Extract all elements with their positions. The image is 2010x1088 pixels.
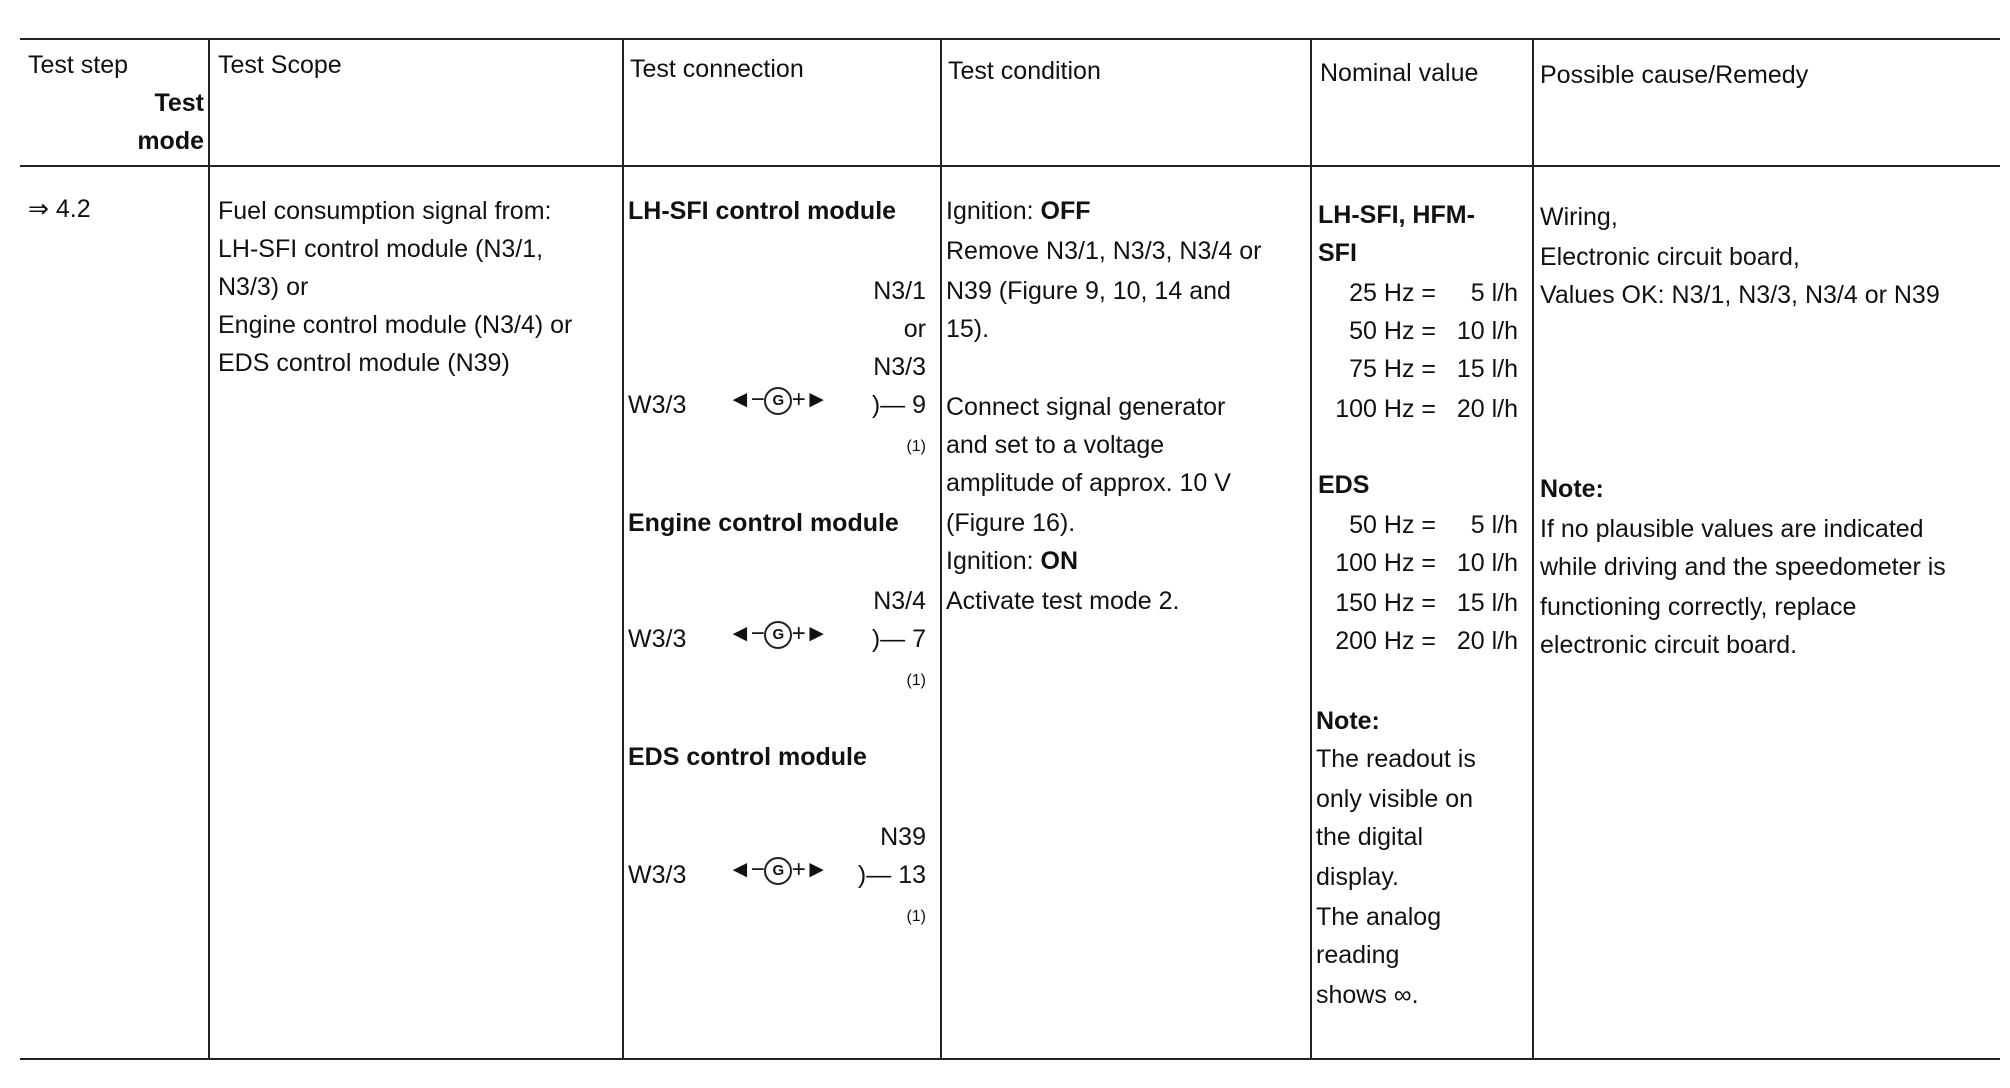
nominal-row: 50 Hz = 10 l/h [1349, 317, 1518, 345]
condition-line: Connect signal generator [946, 393, 1226, 421]
connection-eng-note: (1) [906, 672, 926, 689]
remedy-line: Wiring, [1540, 203, 1618, 231]
header-test: Test [154, 89, 204, 117]
test-step-value: ⇒ 4.2 [28, 195, 91, 223]
scope-line: EDS control module (N39) [218, 349, 510, 377]
nominal-row: 100 Hz = 20 l/h [1335, 395, 1518, 423]
condition-line: N39 (Figure 9, 10, 14 and [946, 277, 1231, 305]
header-test-scope: Test Scope [218, 51, 342, 79]
remedy-note-title: Note: [1540, 475, 1604, 503]
connection-lh-w: W3/3 [628, 391, 687, 419]
nominal-row: 75 Hz = 15 l/h [1349, 355, 1518, 383]
connection-eds-note: (1) [906, 908, 926, 925]
header-mode: mode [137, 127, 204, 155]
nominal-note-line: shows ∞. [1316, 981, 1419, 1009]
connection-eds-title: EDS control module [628, 743, 867, 771]
connection-eds-term: )— 13 [857, 861, 926, 889]
remedy-note-line: while driving and the speedometer is [1540, 553, 1946, 581]
header-test-connection: Test connection [630, 55, 804, 83]
column-divider [622, 38, 624, 1060]
remedy-note-line: If no plausible values are indicated [1540, 515, 1924, 543]
scope-line: N3/3) or [218, 273, 309, 301]
signal-generator-icon: ◄− G +► [728, 856, 828, 883]
nominal-row: 150 Hz = 15 l/h [1335, 589, 1518, 617]
nominal-row: 50 Hz = 5 l/h [1349, 511, 1518, 539]
nominal-note-line: reading [1316, 941, 1400, 969]
nominal-lh-title: LH-SFI, HFM- [1318, 201, 1475, 229]
connection-lh-pin: N3/1 [873, 277, 926, 305]
nominal-note-title: Note: [1316, 707, 1380, 735]
table-bottom-rule [20, 1058, 2000, 1060]
condition-ignition-on: Ignition: ON [946, 547, 1079, 575]
scope-line: LH-SFI control module (N3/1, [218, 235, 544, 263]
signal-generator-icon: ◄− G +► [728, 386, 828, 413]
condition-line: 15). [946, 315, 990, 343]
connection-eds-pin: N39 [880, 823, 926, 851]
column-divider [1532, 38, 1534, 1060]
nominal-eds-title: EDS [1318, 471, 1370, 499]
condition-ignition-off: Ignition: OFF [946, 197, 1091, 225]
connection-lh-title: LH-SFI control module [628, 197, 897, 225]
nominal-note-line: the digital [1316, 823, 1424, 851]
header-nominal-value: Nominal value [1320, 59, 1479, 87]
nominal-row: 200 Hz = 20 l/h [1335, 627, 1518, 655]
nominal-row: 25 Hz = 5 l/h [1349, 279, 1518, 307]
condition-line: (Figure 16). [946, 509, 1076, 537]
header-test-step: Test step [28, 51, 129, 79]
remedy-note-line: functioning correctly, replace [1540, 593, 1857, 621]
condition-line: and set to a voltage [946, 431, 1165, 459]
connection-lh-or: or [903, 315, 926, 343]
header-test-condition: Test condition [948, 57, 1101, 85]
nominal-note-line: The readout is [1316, 745, 1476, 773]
column-divider [208, 38, 210, 1060]
connection-lh-term: )— 9 [871, 391, 926, 419]
nominal-note-line: The analog [1316, 903, 1442, 931]
column-divider [1310, 38, 1312, 1060]
nominal-row: 100 Hz = 10 l/h [1335, 549, 1518, 577]
connection-eds-w: W3/3 [628, 861, 687, 889]
condition-line: Remove N3/1, N3/3, N3/4 or [946, 237, 1262, 265]
connection-eng-w: W3/3 [628, 625, 687, 653]
connection-eng-title: Engine control module [628, 509, 899, 537]
connection-eng-pin: N3/4 [873, 587, 926, 615]
condition-line: amplitude of approx. 10 V [946, 469, 1231, 497]
nominal-note-line: only visible on [1316, 785, 1474, 813]
scope-line: Engine control module (N3/4) or [218, 311, 573, 339]
signal-generator-icon: ◄− G +► [728, 620, 828, 647]
header-bottom-rule [20, 165, 2000, 167]
nominal-lh-title: SFI [1318, 239, 1357, 267]
remedy-line: Values OK: N3/1, N3/3, N3/4 or N39 [1540, 281, 1940, 309]
remedy-line: Electronic circuit board, [1540, 243, 1800, 271]
nominal-note-line: display. [1316, 863, 1399, 891]
condition-line: Activate test mode 2. [946, 587, 1180, 615]
connection-eng-term: )— 7 [871, 625, 926, 653]
remedy-note-line: electronic circuit board. [1540, 631, 1798, 659]
scope-line: Fuel consumption signal from: [218, 197, 552, 225]
connection-lh-note: (1) [906, 438, 926, 455]
header-possible-cause: Possible cause/Remedy [1540, 61, 1809, 89]
connection-lh-pin: N3/3 [873, 353, 926, 381]
column-divider [940, 38, 942, 1060]
table-top-rule [20, 38, 2000, 40]
